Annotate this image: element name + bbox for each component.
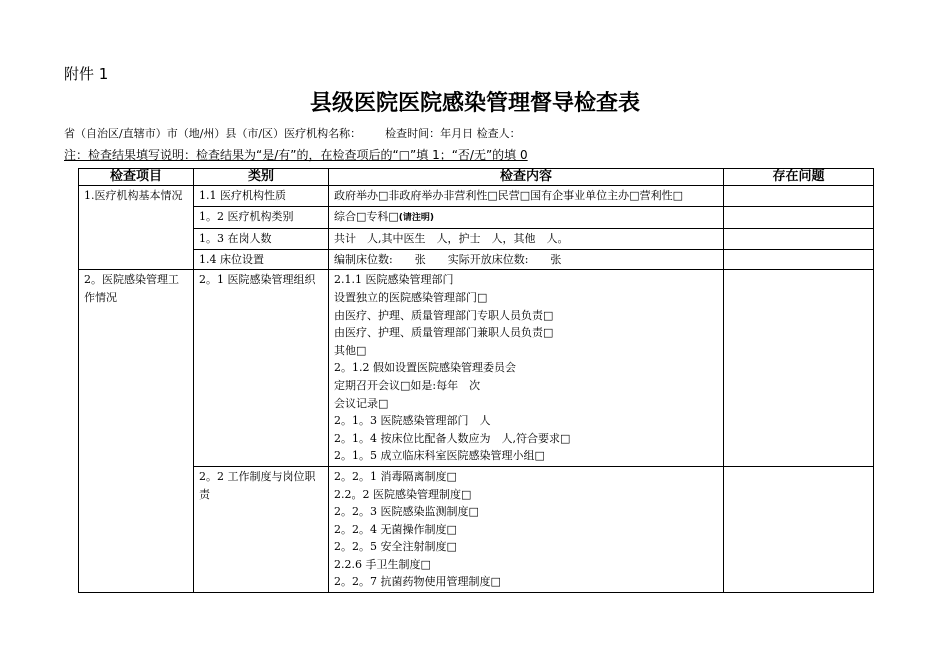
- content-text: 综合□专科□: [334, 209, 399, 223]
- issues-cell[interactable]: [724, 466, 874, 592]
- content-cell: 编制床位数: 张 实际开放床位数: 张: [329, 249, 724, 270]
- issues-cell[interactable]: [724, 229, 874, 250]
- content-line: 设置独立的医院感染管理部门□: [334, 290, 488, 304]
- header-content: 检查内容: [329, 169, 724, 186]
- content-line: 由医疗、护理、质量管理部门兼职人员负责□: [334, 326, 554, 340]
- content-text: 政府举办□非政府举办非营利性□民营□国有企事业单位主办□营利性□: [334, 189, 683, 202]
- content-line: 2。2。1 消毒隔离制度□: [334, 469, 457, 483]
- issues-cell[interactable]: [724, 186, 874, 207]
- attachment-label: 附件 1: [64, 65, 109, 83]
- table-row: [79, 206, 874, 229]
- category-cell: 2。1 医院感染管理组织: [194, 270, 329, 467]
- content-line: 2。1。5 成立临床科室医院感染管理小组□: [334, 449, 545, 463]
- content-line: 其他□: [334, 343, 367, 357]
- content-line: 2.1.1 医院感染管理部门: [334, 273, 454, 287]
- issues-cell[interactable]: [724, 206, 874, 229]
- section2-item: [79, 270, 194, 593]
- issues-cell[interactable]: [724, 270, 874, 467]
- header-info: [64, 125, 521, 141]
- content-line: 2.2。2 医院感染管理制度□: [334, 487, 472, 501]
- fill-note-text: 注：检查结果填写说明：检查结果为“是/有”的，在检查项后的“□”填 1；“否/无”的填 0: [64, 148, 528, 162]
- table-row: [79, 249, 874, 270]
- table-row: [79, 270, 874, 467]
- content-line: 2。1。3 医院感染管理部门 人: [334, 414, 491, 428]
- table-row: [79, 229, 874, 250]
- region-field: 省（自治区/直辖市）市（地/州）县（市/区）医疗机构名称：: [64, 127, 362, 140]
- content-line: 2。1.2 假如设置医院感染管理委员会: [334, 361, 516, 375]
- content-note: (请注明): [398, 212, 435, 223]
- content-cell: [329, 206, 724, 229]
- header-item: 检查项目: [79, 169, 194, 186]
- category-cell: 1。3 在岗人数: [194, 229, 329, 250]
- table-row: [79, 466, 874, 592]
- content-line: 会议记录□: [334, 396, 389, 410]
- category-text: 2。2 工作制度与岗位职责: [199, 469, 316, 501]
- content-cell: [329, 466, 724, 592]
- inspector-field: 检查人：: [476, 127, 521, 140]
- content-line: 2。2。3 医院感染监测制度□: [334, 505, 479, 519]
- content-line: 由医疗、护理、质量管理部门专职人员负责□: [334, 308, 554, 322]
- content-cell: 共计 人,其中医生 人，护士 人，其他 人。: [329, 229, 724, 250]
- content-line: 2。2。7 抗菌药物使用管理制度□: [334, 575, 501, 589]
- inspection-table: [78, 168, 874, 593]
- content-cell: [329, 270, 724, 467]
- content-line: 2。1。4 按床位比配备人数应为 人,符合要求□: [334, 431, 571, 445]
- content-cell: [329, 186, 724, 207]
- section1-item-text: 1.医疗机构基本情况: [84, 189, 183, 202]
- content-line: 2。2。5 安全注射制度□: [334, 540, 457, 554]
- header-category: 类别: [194, 169, 329, 186]
- content-line: 2.2.6 手卫生制度□: [334, 557, 431, 571]
- table-header-row: [79, 169, 874, 186]
- content-line: 2。2。4 无菌操作制度□: [334, 522, 457, 536]
- page-title: 县级医院医院感染管理督导检查表: [309, 91, 640, 116]
- content-line: 定期召开会议□如是:每年 次: [334, 378, 481, 392]
- table-row: [79, 186, 874, 207]
- category-cell: 1。2 医疗机构类别: [194, 206, 329, 229]
- issues-cell[interactable]: [724, 249, 874, 270]
- header-issues: 存在问题: [724, 169, 874, 186]
- category-cell: 1.4 床位设置: [194, 249, 329, 270]
- fill-note: [64, 146, 528, 163]
- inspect-time-field: 检查时间：年月日: [385, 127, 474, 140]
- section2-item-text: 2。医院感染管理工作情况: [84, 273, 179, 304]
- section1-item: [79, 186, 194, 270]
- category-cell: [194, 466, 329, 592]
- category-cell: 1.1 医疗机构性质: [194, 186, 329, 207]
